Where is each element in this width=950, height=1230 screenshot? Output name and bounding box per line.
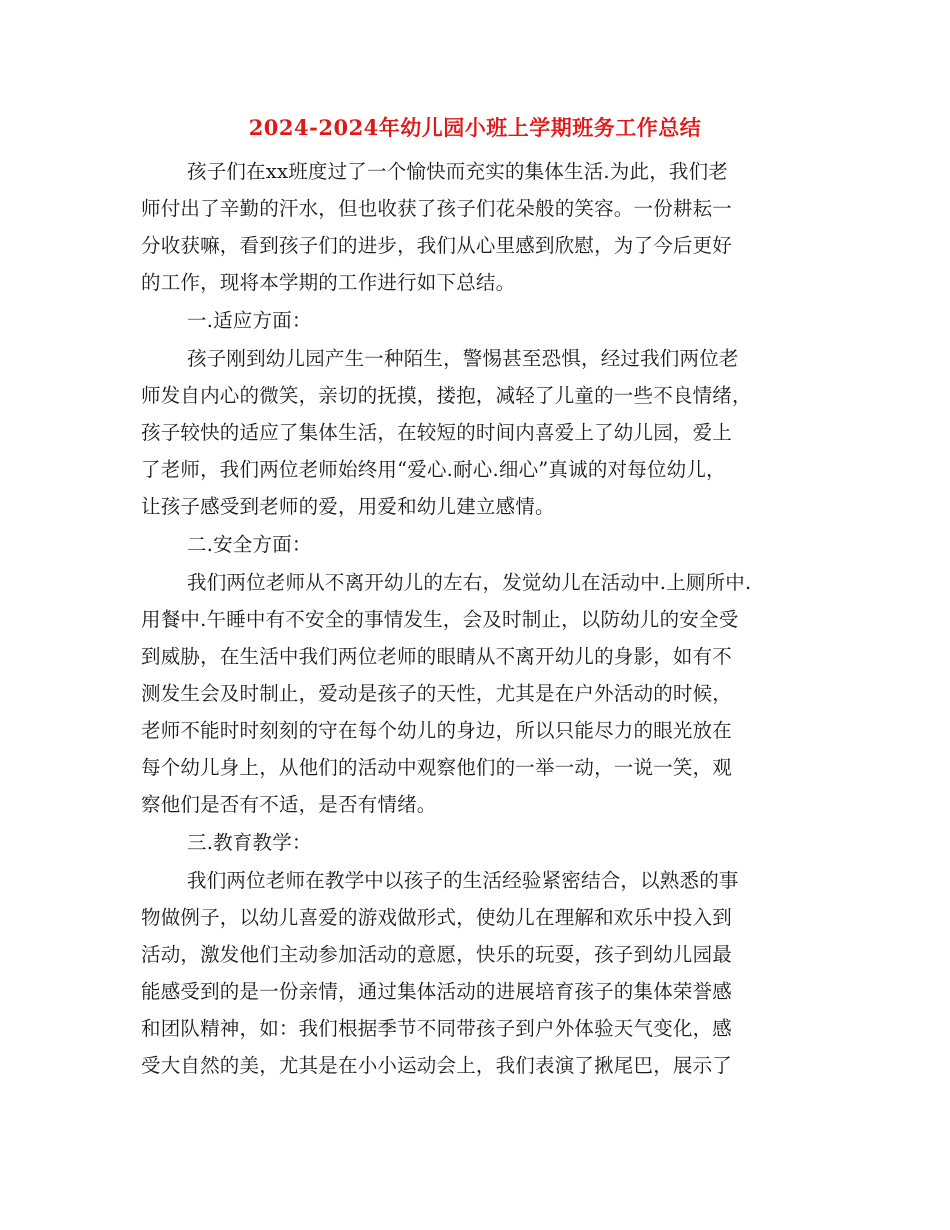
paragraph-adaptation-line-3: 孩子较快的适应了集体生活，在较短的时间内喜爱上了幼儿园，爱上 xyxy=(141,421,733,444)
paragraph-safety-line-6: 每个幼儿身上，从他们的活动中观察他们的一举一动，一说一笑，观 xyxy=(141,756,733,779)
paragraph-intro-line-2: 师付出了辛勤的汗水，但也收获了孩子们花朵般的笑容。一份耕耘一 xyxy=(141,197,733,220)
paragraph-safety-line-3: 到威胁，在生活中我们两位老师的眼睛从不离开幼儿的身影，如有不 xyxy=(141,645,733,668)
paragraph-teaching-line-2: 物做例子，以幼儿喜爱的游戏做形式，使幼儿在理解和欢乐中投入到 xyxy=(141,906,733,929)
section-heading-safety: 二.安全方面： xyxy=(187,533,312,556)
paragraph-safety-line-7: 察他们是否有不适，是否有情绪。 xyxy=(141,793,437,816)
paragraph-teaching-line-3: 活动，激发他们主动参加活动的意愿，快乐的玩耍，孩子到幼儿园最 xyxy=(141,943,733,966)
paragraph-intro-line-1: 孩子们在xx班度过了一个愉快而充实的集体生活.为此，我们老 xyxy=(187,160,728,183)
section-heading-teaching: 三.教育教学： xyxy=(187,831,312,854)
paragraph-adaptation-line-4: 了老师，我们两位老师始终用“爱心.耐心.细心”真诚的对每位幼儿， xyxy=(141,458,726,481)
paragraph-intro-line-3: 分收获嘛，看到孩子们的进步，我们从心里感到欣慰，为了今后更好 xyxy=(141,234,733,257)
section-heading-adaptation: 一.适应方面： xyxy=(187,309,312,332)
paragraph-teaching-line-4: 能感受到的是一份亲情，通过集体活动的进展培育孩子的集体荣誉感 xyxy=(141,980,733,1003)
paragraph-safety-line-1: 我们两位老师从不离开幼儿的左右，发觉幼儿在活动中.上厕所中. xyxy=(187,571,752,594)
document-title: 2024-2024年幼儿园小班上学期班务工作总结 xyxy=(248,115,702,140)
paragraph-adaptation-line-5: 让孩子感受到老师的爱，用爱和幼儿建立感情。 xyxy=(141,495,555,518)
paragraph-adaptation-line-1: 孩子刚到幼儿园产生一种陌生，警惕甚至恐惧，经过我们两位老 xyxy=(187,347,739,370)
paragraph-adaptation-line-2: 师发自内心的微笑，亲切的抚摸，搂抱，减轻了儿童的一些不良情绪， xyxy=(141,384,752,407)
paragraph-intro-line-4: 的工作，现将本学期的工作进行如下总结。 xyxy=(141,271,516,294)
paragraph-teaching-line-5: 和团队精神，如：我们根据季节不同带孩子到户外体验天气变化，感 xyxy=(141,1017,733,1040)
paragraph-safety-line-2: 用餐中.午睡中有不安全的事情发生，会及时制止，以防幼儿的安全受 xyxy=(141,608,739,631)
paragraph-safety-line-4: 测发生会及时制止，爱动是孩子的天性，尤其是在户外活动的时候， xyxy=(141,682,733,705)
paragraph-teaching-line-1: 我们两位老师在教学中以孩子的生活经验紧密结合，以熟悉的事 xyxy=(187,869,739,892)
paragraph-teaching-line-6: 受大自然的美，尤其是在小小运动会上，我们表演了揪尾巴，展示了 xyxy=(141,1054,733,1077)
paragraph-safety-line-5: 老师不能时时刻刻的守在每个幼儿的身边，所以只能尽力的眼光放在 xyxy=(141,719,733,742)
